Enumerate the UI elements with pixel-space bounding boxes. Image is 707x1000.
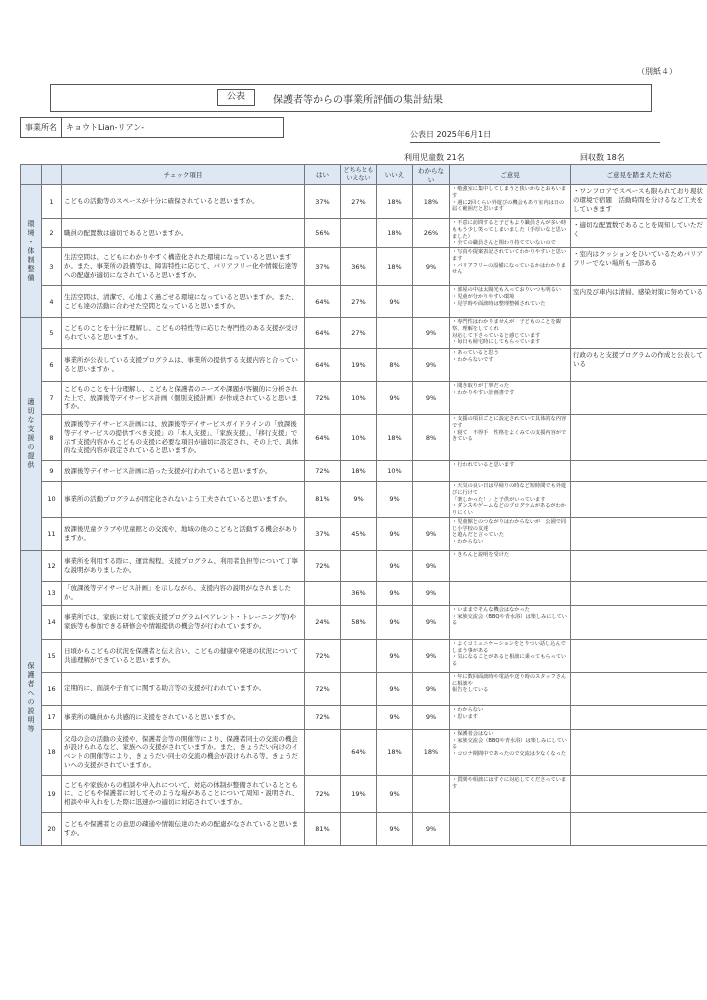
table-row bbox=[21, 248, 707, 286]
check-item: 事業所の職員から共感的に支援をされていると思いますか。 bbox=[62, 705, 305, 729]
header-no: いいえ bbox=[377, 165, 413, 185]
unknown-percent: 8% bbox=[413, 415, 450, 461]
neither-percent: 58% bbox=[341, 605, 377, 639]
row-number: 6 bbox=[42, 349, 62, 382]
opinion-line: 対応して下さっていると感じています bbox=[452, 332, 541, 339]
unknown-percent: 9% bbox=[413, 349, 450, 382]
opinion-line: ・よくコミュニケーションをとりつい話し込んでしまう事がある bbox=[452, 640, 566, 654]
row-number: 16 bbox=[42, 672, 62, 705]
row-number: 2 bbox=[42, 219, 62, 248]
response-cell bbox=[571, 482, 707, 518]
unknown-percent: 9% bbox=[413, 672, 450, 705]
opinion-line: 「楽しかった！」と子供がいっています bbox=[452, 496, 546, 503]
row-number: 17 bbox=[42, 705, 62, 729]
check-item: 父母の会の活動の支援や、保護者会等の開催等により、保護者同士の交流の機会が設けられるなど、家族への支援がされていますか。また、きょうだい向けのイベントの開催等により、きょうだい同士の交流の機会が設けられる等、きょうだいへの支援がされていますか。 bbox=[62, 729, 305, 775]
no-percent: 9% bbox=[377, 605, 413, 639]
response-cell bbox=[571, 605, 707, 639]
response-cell: 室内及び車内は清掃、感染対策に努めている bbox=[571, 286, 707, 318]
unknown-percent bbox=[413, 775, 450, 812]
opinion-cell bbox=[450, 639, 571, 672]
no-percent: 18% bbox=[377, 185, 413, 219]
opinion-cell bbox=[450, 605, 571, 639]
table-row bbox=[21, 318, 707, 349]
title-box bbox=[50, 84, 652, 112]
opinion-line: ・思います bbox=[452, 713, 478, 720]
no-percent: 18% bbox=[377, 729, 413, 775]
neither-percent: 19% bbox=[341, 775, 377, 812]
no-percent: 9% bbox=[377, 581, 413, 605]
response-cell bbox=[571, 318, 707, 349]
no-percent: 18% bbox=[377, 415, 413, 461]
yes-percent bbox=[305, 581, 341, 605]
yes-percent: 72% bbox=[305, 639, 341, 672]
opinion-line: ・児童が分かりやすい環境 bbox=[452, 293, 515, 300]
yes-percent bbox=[305, 729, 341, 775]
no-percent: 9% bbox=[377, 775, 413, 812]
unknown-percent: 9% bbox=[413, 705, 450, 729]
opinion-line: ・年に数回面談時や電話や送り時のスタッフさんに相談や bbox=[452, 673, 567, 687]
check-item: 「放課後等デイサービス計画」を示しながら、支援内容の説明がなされましたか。 bbox=[62, 581, 305, 605]
office-label: 事業所名 bbox=[21, 118, 62, 137]
row-number: 1 bbox=[42, 185, 62, 219]
unknown-percent: 9% bbox=[413, 550, 450, 581]
opinion-line: ・わかりやすい計画書です bbox=[452, 389, 515, 396]
neither-percent: 64% bbox=[341, 729, 377, 775]
row-number: 8 bbox=[42, 415, 62, 461]
opinion-cell bbox=[450, 185, 571, 219]
row-number: 4 bbox=[42, 286, 62, 318]
opinion-line: ・毎日も帰宅時にしてもらっています bbox=[452, 339, 541, 346]
table-row bbox=[21, 382, 707, 415]
opinion-line: ・聞き取りが丁寧だった bbox=[452, 383, 510, 389]
opinion-cell bbox=[450, 461, 571, 482]
header-yes: はい bbox=[305, 165, 341, 185]
yes-percent: 56% bbox=[305, 219, 341, 248]
opinion-cell bbox=[450, 349, 571, 382]
unknown-percent: 9% bbox=[413, 581, 450, 605]
header-unknown: わからない bbox=[413, 165, 450, 185]
opinion-line: ・気になることがあると相談に乗ってもらっている bbox=[452, 654, 567, 667]
row-number: 12 bbox=[42, 550, 62, 581]
opinion-cell bbox=[450, 219, 571, 248]
no-percent: 8% bbox=[377, 349, 413, 382]
no-percent: 9% bbox=[377, 286, 413, 318]
opinion-cell bbox=[450, 581, 571, 605]
opinion-line: 報告をしている bbox=[452, 687, 489, 694]
opinion-line: ・コロナ期間中であったので交流は少なくなった bbox=[452, 751, 567, 757]
neither-percent: 10% bbox=[341, 415, 377, 461]
opinion-line: ・保護者会はない bbox=[452, 730, 494, 737]
row-number: 15 bbox=[42, 639, 62, 672]
unknown-percent bbox=[413, 461, 450, 482]
row-number: 14 bbox=[42, 605, 62, 639]
table-row bbox=[21, 349, 707, 382]
check-item: 日頃からこどもの状況を保護者と伝え合い、こどもの健康や発達の状況について共通理解ができていると思いますか。 bbox=[62, 639, 305, 672]
yes-percent: 24% bbox=[305, 605, 341, 639]
no-percent: 18% bbox=[377, 219, 413, 248]
yes-percent: 64% bbox=[305, 349, 341, 382]
neither-percent: 27% bbox=[341, 286, 377, 318]
yes-percent: 64% bbox=[305, 415, 341, 461]
opinion-line: ・天気の良い日は早帰りの時など短時間でも外遊びに行けて bbox=[452, 483, 567, 496]
opinion-cell bbox=[450, 382, 571, 415]
table-row bbox=[21, 639, 707, 672]
opinion-line: ・部屋の中は太陽光も入っておりいつも明るい bbox=[452, 287, 561, 293]
table-row bbox=[21, 185, 707, 219]
response-cell bbox=[571, 517, 707, 550]
opinion-cell bbox=[450, 286, 571, 318]
yes-percent: 72% bbox=[305, 672, 341, 705]
row-number: 20 bbox=[42, 812, 62, 845]
row-number: 3 bbox=[42, 248, 62, 286]
check-item: 事業所を利用する際に、運営規程、支援プログラム、利用者負担等について丁寧な説明がありましたか。 bbox=[62, 550, 305, 581]
opinion-line: ・バリアフリーの設備になっているかはわかりません bbox=[452, 262, 566, 276]
response-cell: 行政のもと支援プログラムの作成と公表している bbox=[571, 349, 707, 382]
table-row bbox=[21, 415, 707, 461]
neither-percent: 27% bbox=[341, 185, 377, 219]
header-number bbox=[42, 165, 62, 185]
no-percent: 9% bbox=[377, 517, 413, 550]
check-item: こどものことを十分に理解し、こどもの特性等に応じた専門性のある支援が受けられていると思いますか。 bbox=[62, 318, 305, 349]
unknown-percent bbox=[413, 482, 450, 518]
yes-percent: 64% bbox=[305, 318, 341, 349]
office-name: キョウトLian-リアン- bbox=[66, 123, 145, 132]
category-label: 環境・体制整備 bbox=[27, 219, 35, 283]
annex-label: （別紙４） bbox=[637, 67, 677, 76]
check-item: 放課後等デイサービス計画に沿った支援が行われていると思いますか。 bbox=[62, 461, 305, 482]
neither-percent: 10% bbox=[341, 382, 377, 415]
unknown-percent: 18% bbox=[413, 185, 450, 219]
opinion-cell bbox=[450, 812, 571, 845]
opinion-line: ・質問や相談にはすぐに対応してくださっています bbox=[452, 776, 567, 790]
opinion-line: ・専門性はわかりませんが 子どものことを観察、理解をしてくれ bbox=[452, 319, 561, 332]
yes-percent: 81% bbox=[305, 482, 341, 518]
check-item: 生活空間は、こどもにわかりやすく構造化された環境になっていると思いますか。また、事業所の設備等は、障害特性に応じて、バリアフリー化や情報伝達等への配慮が適切になされていると思いますか。 bbox=[62, 248, 305, 286]
neither-percent bbox=[341, 639, 377, 672]
yes-percent: 37% bbox=[305, 248, 341, 286]
category-label: 適切な支援の提供 bbox=[27, 397, 35, 470]
check-item: 事業所では、家族に対して家族支援プログラム(ペアレント・トレーニング等)や家族等も参加できる研修会や情報提供の機会等が行われていますか。 bbox=[62, 605, 305, 639]
page-title: 保護者等からの事業所評価の集計結果 bbox=[273, 95, 443, 106]
response-cell bbox=[571, 550, 707, 581]
neither-percent: 27% bbox=[341, 318, 377, 349]
no-percent: 10% bbox=[377, 461, 413, 482]
response-cell: ・ワンフロアでスペースも限られており現状の環境で宿題 活動時間を分けるなど工夫をしていきます bbox=[571, 185, 707, 219]
check-item: 事業所が公表している支援プログラムは、事業所の提供する支援内容と合っていると思いますか 。 bbox=[62, 349, 305, 382]
opinion-line: ・寝て 不得手 性格をよくみての支援内容ができている bbox=[452, 429, 567, 443]
neither-percent: 36% bbox=[341, 581, 377, 605]
opinion-line: ・週に2回くらい外遊びの機会もあり室内は日の届く範囲だと思います bbox=[452, 199, 565, 213]
neither-percent: 18% bbox=[341, 461, 377, 482]
category-cell bbox=[21, 185, 42, 318]
table-row bbox=[21, 517, 707, 550]
opinion-line: ・家族交流会（BBQや青水浴）は楽しみにしている bbox=[452, 613, 567, 627]
yes-percent: 72% bbox=[305, 382, 341, 415]
row-number: 10 bbox=[42, 482, 62, 518]
unknown-percent: 9% bbox=[413, 812, 450, 845]
opinion-cell bbox=[450, 482, 571, 518]
no-percent: 9% bbox=[377, 382, 413, 415]
opinion-line: ・見学時や面談時は整理整頓されていた bbox=[452, 300, 546, 307]
check-item: 事業所の活動プログラムが固定化されないよう工夫されていると思いますか。 bbox=[62, 482, 305, 518]
neither-percent bbox=[341, 219, 377, 248]
category-label: 保護者への説明等 bbox=[27, 661, 35, 734]
opinion-cell bbox=[450, 318, 571, 349]
no-percent: 9% bbox=[377, 550, 413, 581]
opinion-line: ・児童館とのつながりはわからないが 公園で同じ小学校の友達 bbox=[452, 518, 567, 532]
row-number: 18 bbox=[42, 729, 62, 775]
header-check-item: チェック項目 bbox=[62, 165, 305, 185]
public-tag: 公表 bbox=[217, 89, 255, 106]
opinion-line: ・わからない bbox=[452, 539, 484, 545]
row-number: 11 bbox=[42, 517, 62, 550]
response-cell bbox=[571, 382, 707, 415]
unknown-percent: 9% bbox=[413, 517, 450, 550]
response-cell bbox=[571, 705, 707, 729]
table-header-row bbox=[21, 165, 707, 185]
opinion-line: ・きちんと説明を受けた bbox=[452, 551, 510, 558]
table-row bbox=[21, 812, 707, 845]
response-cell bbox=[571, 581, 707, 605]
user-count: 利用児童数 21名 bbox=[404, 153, 465, 162]
response-cell bbox=[571, 812, 707, 845]
unknown-percent: 9% bbox=[413, 382, 450, 415]
opinion-line: ・不意に訪問すると子どもより職員さんが多い時ももう少し笑ってしまいました（手厚いなと思いました） bbox=[452, 220, 567, 240]
unknown-percent bbox=[413, 286, 450, 318]
category-cell bbox=[21, 318, 42, 551]
neither-percent: 36% bbox=[341, 248, 377, 286]
category-cell bbox=[21, 550, 42, 845]
response-cell bbox=[571, 639, 707, 672]
opinion-line: ・勉強室に集中してしまうと狭いかなとおもいます bbox=[452, 186, 567, 199]
check-item: こどもや家族からの相談や申入れについて、対応の体制が整備されているとともに、こどもや保護者に対してそのような場があることについて周知・説明され、相談や申入れをした際に迅速かつ適切に対応されていますか。 bbox=[62, 775, 305, 812]
table-row bbox=[21, 482, 707, 518]
table-row bbox=[21, 705, 707, 729]
opinion-line: と遊んだと言っていた bbox=[452, 532, 504, 539]
opinion-cell bbox=[450, 672, 571, 705]
neither-percent bbox=[341, 550, 377, 581]
check-item: 放課後児童クラブや児童館との交流や、地域の他のこどもと活動する機会がありますか。 bbox=[62, 517, 305, 550]
check-item: 放課後等デイサービス計画には、放課後等デイサービスガイドラインの「放課後等デイサービスの提供すべき支援」の「本人支援」、「家族支援」、「移行支援」で示す支援内容からこどもの支援に必要な項目が適切に設定され、その上で、具体的な支援内容が設定されていると思いますか。 bbox=[62, 415, 305, 461]
opinion-cell bbox=[450, 775, 571, 812]
yes-percent: 64% bbox=[305, 286, 341, 318]
response-cell bbox=[571, 415, 707, 461]
neither-percent bbox=[341, 705, 377, 729]
response-count: 回収数 18名 bbox=[580, 153, 625, 162]
no-percent: 18% bbox=[377, 248, 413, 286]
header-response: ご意見を踏まえた対応 bbox=[571, 165, 707, 185]
row-number: 5 bbox=[42, 318, 62, 349]
table-row bbox=[21, 672, 707, 705]
response-cell: ・室内はクッションをひいているためバリアフリーでない場所も一部ある bbox=[571, 248, 707, 286]
table-row bbox=[21, 729, 707, 775]
yes-percent: 81% bbox=[305, 812, 341, 845]
opinion-line: ・全ての職員さんと関わり持てていないので bbox=[452, 240, 556, 247]
yes-percent: 72% bbox=[305, 775, 341, 812]
header-neither: どちらとも いえない bbox=[341, 165, 377, 185]
header-opinion: ご意見 bbox=[450, 165, 571, 185]
opinion-cell bbox=[450, 248, 571, 286]
table-row bbox=[21, 219, 707, 248]
response-cell bbox=[571, 461, 707, 482]
no-percent: 9% bbox=[377, 812, 413, 845]
unknown-percent: 9% bbox=[413, 605, 450, 639]
neither-percent bbox=[341, 672, 377, 705]
check-item: 定期的に、面談や子育てに関する助言等の支援が行われていますか。 bbox=[62, 672, 305, 705]
table-row bbox=[21, 775, 707, 812]
no-percent: 9% bbox=[377, 639, 413, 672]
response-cell bbox=[571, 775, 707, 812]
opinion-cell bbox=[450, 705, 571, 729]
row-number: 13 bbox=[42, 581, 62, 605]
no-percent: 9% bbox=[377, 482, 413, 518]
unknown-percent: 9% bbox=[413, 639, 450, 672]
yes-percent: 72% bbox=[305, 461, 341, 482]
no-percent bbox=[377, 318, 413, 349]
yes-percent: 37% bbox=[305, 185, 341, 219]
opinion-line: ・写真や提案表記されていてわかりやすいと思います bbox=[452, 249, 567, 262]
office-box bbox=[20, 117, 284, 138]
table-row bbox=[21, 461, 707, 482]
unknown-percent: 26% bbox=[413, 219, 450, 248]
no-percent: 9% bbox=[377, 705, 413, 729]
row-number: 7 bbox=[42, 382, 62, 415]
unknown-percent: 9% bbox=[413, 318, 450, 349]
opinion-line: ・家族交流会（BBQや青水浴）は楽しみにしている bbox=[452, 737, 567, 751]
check-item: こどものことを十分理解し、こどもと保護者のニーズや課題が客観的に分析された上で、放課後等デイサービス計画（個別支援計画）が作成されていると思いますか。 bbox=[62, 382, 305, 415]
neither-percent: 45% bbox=[341, 517, 377, 550]
table-row bbox=[21, 605, 707, 639]
neither-percent bbox=[341, 812, 377, 845]
neither-percent: 19% bbox=[341, 349, 377, 382]
opinion-line: ・あっていると思う bbox=[452, 350, 499, 356]
response-cell: ・適切な配置数であることを周知していただく bbox=[571, 219, 707, 248]
check-item: こどもや保護者との意思の疎通や情報伝達のための配慮がなされていると思いますか。 bbox=[62, 812, 305, 845]
unknown-percent: 18% bbox=[413, 729, 450, 775]
opinion-cell bbox=[450, 550, 571, 581]
yes-percent: 72% bbox=[305, 550, 341, 581]
row-number: 9 bbox=[42, 461, 62, 482]
table-row bbox=[21, 550, 707, 581]
publication-date: 公表日 2025年6月1日 bbox=[410, 129, 660, 143]
evaluation-table bbox=[20, 164, 707, 846]
opinion-line: ・いままでそんな機会はなかった bbox=[452, 606, 530, 613]
opinion-cell bbox=[450, 729, 571, 775]
opinion-line: ・支援の項目ごとに設定されていて具体的な内容です bbox=[452, 416, 567, 429]
response-cell bbox=[571, 729, 707, 775]
opinion-line: ・ダンスやゲームなどのプログラムがあるがわかりにくい bbox=[452, 503, 566, 516]
row-number: 19 bbox=[42, 775, 62, 812]
unknown-percent: 9% bbox=[413, 248, 450, 286]
opinion-cell bbox=[450, 415, 571, 461]
check-item: こどもの活動等のスペースが十分に確保されていると思いますか。 bbox=[62, 185, 305, 219]
opinion-line: ・わからない bbox=[452, 706, 484, 713]
opinion-line: ・わからないです bbox=[452, 356, 494, 363]
response-cell bbox=[571, 672, 707, 705]
table-row bbox=[21, 581, 707, 605]
check-item: 職員の配置数は適切であると思いますか。 bbox=[62, 219, 305, 248]
table-row bbox=[21, 286, 707, 318]
yes-percent: 37% bbox=[305, 517, 341, 550]
header-category bbox=[21, 165, 42, 185]
check-item: 生活空間は、清潔で、心地よく過ごせる環境になっていると思いますか。また、こども達の活動に合わせた空間となっていると思いますか。 bbox=[62, 286, 305, 318]
no-percent: 9% bbox=[377, 672, 413, 705]
opinion-cell bbox=[450, 517, 571, 550]
opinion-line: ・行われていると思います bbox=[452, 462, 515, 468]
neither-percent: 9% bbox=[341, 482, 377, 518]
yes-percent: 72% bbox=[305, 705, 341, 729]
